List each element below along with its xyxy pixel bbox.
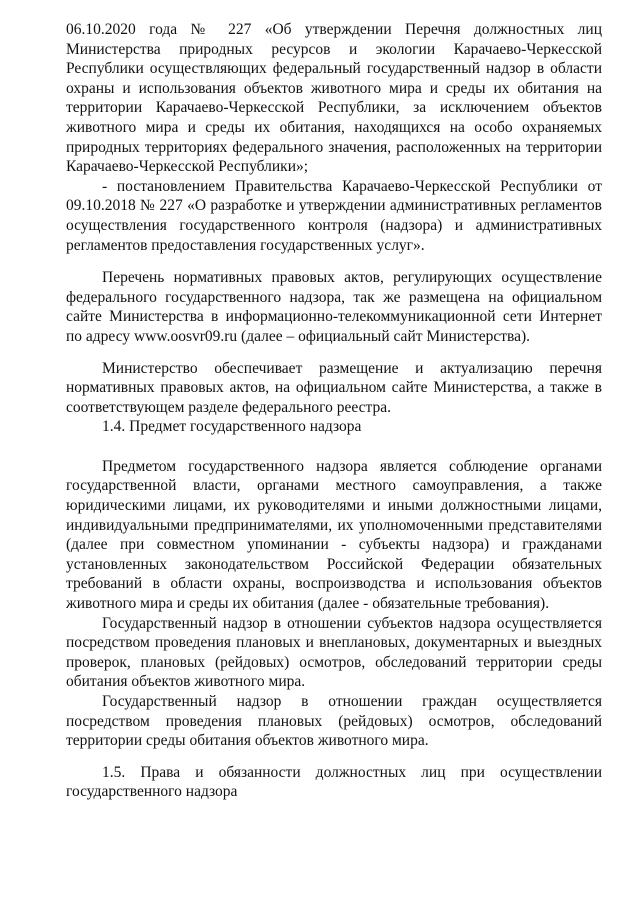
section-heading-1-5: 1.5. Права и обязанности должностных лиц при осуществлении государственного надзора: [66, 763, 602, 801]
paragraph-supervision-subject: Предметом государственного надзора является соблюдение органами государственной власти, органами местного самоуправления, а также юридическими лицами, их руководителями и иными должностными лицами, индивидуальными предпринимателями, их уполномоченными представителями (далее при совместном упоминании - субъекты надзора) и гражданами установленных законодательством Российской Федерации обязательных требований в области охраны, воспроизводства и использования объектов животного мира и среды их обитания (далее - обязательные требования).: [66, 457, 602, 613]
document-page: [66, 20, 602, 802]
paragraph-supervision-citizens: Государственный надзор в отношении граждан осуществляется посредством проведения плановых (рейдовых) осмотров, обследований территории среды обитания объектов животного мира.: [66, 693, 602, 750]
paragraph-order-2020: 06.10.2020 года № 227 «Об утверждении Перечня должностных лиц Министерства природных ресурсов и экологии Карачаево-Черкесской Республики осуществляющих федеральный государственный надзор в области охраны и использования объектов животного мира и среды их обитания на территории Карачаево-Черкесской Республики, за исключением объектов животного мира и среды их обитания, находящихся на особо охраняемых природных территориях федерального значения, расположенных на территории Карачаево-Черкесской Республики»;: [66, 21, 602, 176]
paragraph-supervision-entities: Государственный надзор в отношении субъектов надзора осуществляется посредством проведения плановых и внеплановых, документарных и выездных проверок, плановых (рейдовых) осмотров, обследований территории среды обитания объектов животного мира.: [66, 614, 602, 691]
paragraph-government-resolution: - постановлением Правительства Карачаево-Черкесской Республики от 09.10.2018 № 227 «О разработке и утверждении административных регламентов осуществления государственного контроля (надзора) и административных регламентов предоставления государственных услуг».: [66, 177, 602, 254]
paragraph-ministry-publication: Министерство обеспечивает размещение и актуализацию перечня нормативных правовых актов, на официальном сайте Министерства, а также в соответствующем разделе федерального реестра.: [66, 359, 602, 416]
section-heading-1-4: 1.4. Предмет государственного надзора: [102, 418, 362, 436]
paragraph-legal-acts-list: Перечень нормативных правовых актов, регулирующих осуществление федерального государственного надзора, так же размещена на официальном сайте Министерства в информационно-телекоммуникационной сети Интернет по адресу www.oosvr09.ru (далее – официальный сайт Министерства).: [66, 269, 602, 345]
